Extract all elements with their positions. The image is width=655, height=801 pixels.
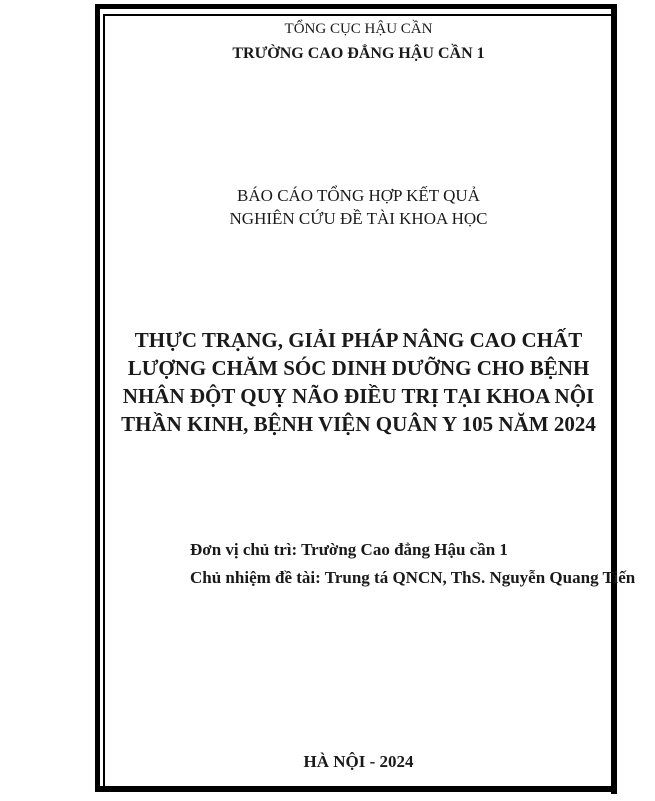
project-details	[190, 536, 635, 592]
border-top-inner-line	[103, 14, 617, 16]
report-title-line-3: NHÂN ĐỘT QUỴ NÃO ĐIỀU TRỊ TẠI KHOA NỘI	[122, 384, 595, 408]
report-title-line-2: LƯỢNG CHĂM SÓC DINH DƯỠNG CHO BỆNH	[127, 356, 590, 380]
report-title-line-4: THẦN KINH, BỆNH VIỆN QUÂN Y 105 NĂM 2024	[121, 412, 596, 436]
organization-header	[106, 17, 611, 66]
project-lead-line: Chủ nhiệm đề tài: Trung tá QNCN, ThS. Nguyễn Quang Tiến	[190, 568, 636, 587]
report-title-line-1: THỰC TRẠNG, GIẢI PHÁP NÂNG CAO CHẤT	[134, 328, 583, 352]
border-top-outer-line	[95, 4, 617, 9]
report-title	[106, 326, 611, 438]
footer	[106, 752, 611, 772]
border-left-inner-line	[103, 14, 105, 792]
border-bottom-line	[95, 786, 617, 792]
border-right-line	[611, 4, 617, 794]
parent-unit-name: TỔNG CỤC HẬU CẦN	[284, 21, 433, 37]
school-name: TRƯỜNG CAO ĐẲNG HẬU CẦN 1	[232, 45, 485, 62]
border-left-outer-line	[95, 4, 100, 792]
host-unit-line: Đơn vị chủ trì: Trường Cao đẳng Hậu cần 1	[190, 540, 508, 559]
report-type-line-1: BÁO CÁO TỔNG HỢP KẾT QUẢ	[237, 186, 480, 205]
city-year-line: HÀ NỘI - 2024	[303, 752, 414, 771]
report-type	[106, 184, 611, 230]
report-type-line-2: NGHIÊN CỨU ĐỀ TÀI KHOA HỌC	[229, 209, 488, 228]
